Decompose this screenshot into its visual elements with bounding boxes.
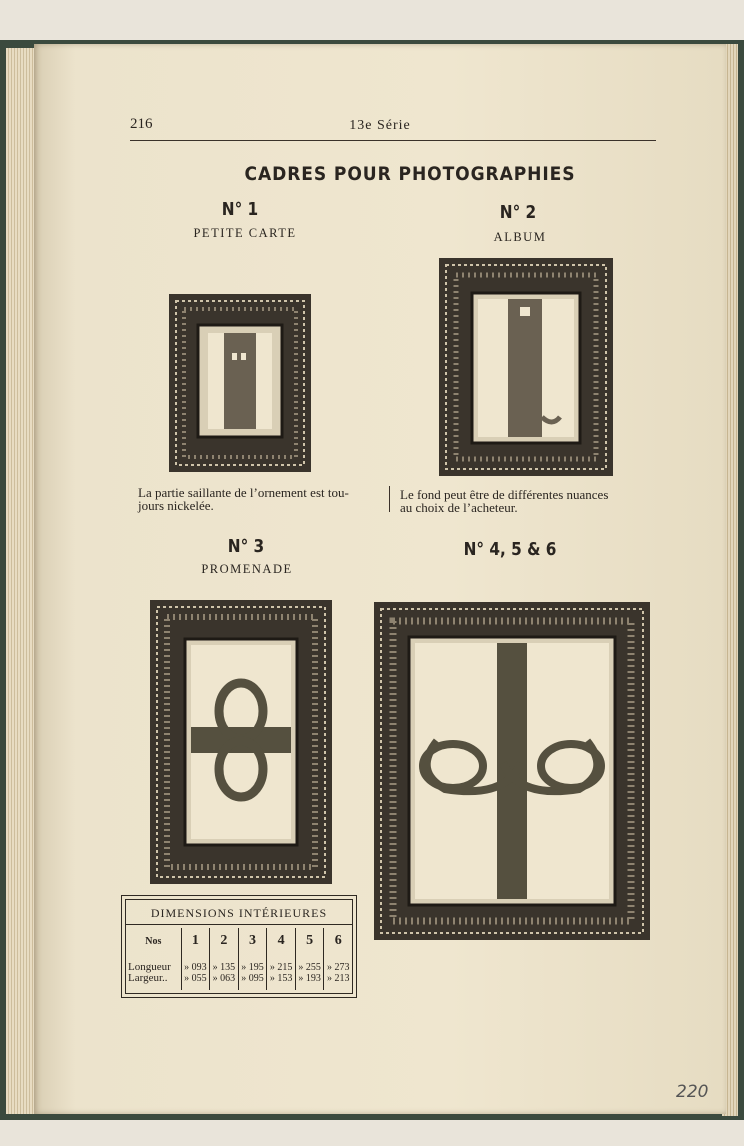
cell-longueur-2: » 135 [210, 954, 239, 973]
dimensions-header-row [126, 928, 352, 954]
cell-largeur-3: » 095 [238, 973, 267, 990]
dimensions-title-rule [126, 924, 352, 925]
caption-separator [389, 486, 390, 512]
series-label: 13e Série [349, 118, 411, 133]
dimensions-title: DIMENSIONS INTÉRIEURES [150, 906, 328, 920]
item-2-name: ALBUM [493, 230, 547, 244]
cell-longueur-4: » 215 [267, 954, 296, 973]
cell-longueur-3: » 195 [238, 954, 267, 973]
table-row [126, 973, 352, 990]
header-rule [130, 140, 656, 141]
frame-illustration-1 [168, 293, 312, 473]
cell-largeur-4: » 153 [267, 973, 296, 990]
col-header-nos: Nos [145, 935, 162, 947]
item-2-number: N° 2 [499, 202, 537, 223]
item-1-name: PETITE CARTE [193, 226, 297, 240]
frame-illustration-2 [438, 257, 614, 477]
cell-largeur-5: » 193 [295, 973, 324, 990]
cell-largeur-1: » 055 [181, 973, 210, 990]
cell-longueur-1: » 093 [181, 954, 210, 973]
frame-illustration-3 [149, 599, 333, 885]
col-header-1: 1 [181, 928, 210, 954]
caption-left-line-1: La partie saillante de l’ornement est tou- [138, 485, 349, 500]
col-header-3: 3 [238, 928, 267, 954]
col-header-2: 2 [210, 928, 239, 954]
row-label-longueur: Longueur [128, 961, 171, 973]
table-row [126, 954, 352, 973]
caption-right [400, 488, 660, 514]
caption-right-line-2: au choix de l’acheteur. [400, 500, 518, 515]
handwritten-page-number: 220 [676, 1082, 709, 1102]
dimensions-table [121, 895, 357, 998]
item-4-5-6-number: N° 4, 5 & 6 [463, 539, 557, 560]
cell-longueur-6: » 273 [324, 954, 352, 973]
row-label-largeur: Largeur.. [128, 972, 168, 984]
cell-largeur-2: » 063 [210, 973, 239, 990]
caption-left [138, 486, 386, 512]
item-1-number: N° 1 [221, 199, 259, 220]
col-header-6: 6 [324, 928, 352, 954]
page-title: CADRES POUR PHOTOGRAPHIES [244, 163, 576, 185]
frame-illustration-4-5-6 [373, 601, 651, 941]
dimensions-grid [126, 928, 352, 990]
col-header-4: 4 [267, 928, 296, 954]
page-number: 216 [130, 116, 153, 132]
col-header-5: 5 [295, 928, 324, 954]
item-3-number: N° 3 [227, 536, 265, 557]
dimensions-table-inner [125, 899, 353, 994]
cell-longueur-5: » 255 [295, 954, 324, 973]
cell-largeur-6: » 213 [324, 973, 352, 990]
caption-left-line-2: jours nickelée. [138, 498, 214, 513]
item-3-name: PROMENADE [201, 562, 293, 576]
caption-right-line-1: Le fond peut être de différentes nuances [400, 487, 609, 502]
